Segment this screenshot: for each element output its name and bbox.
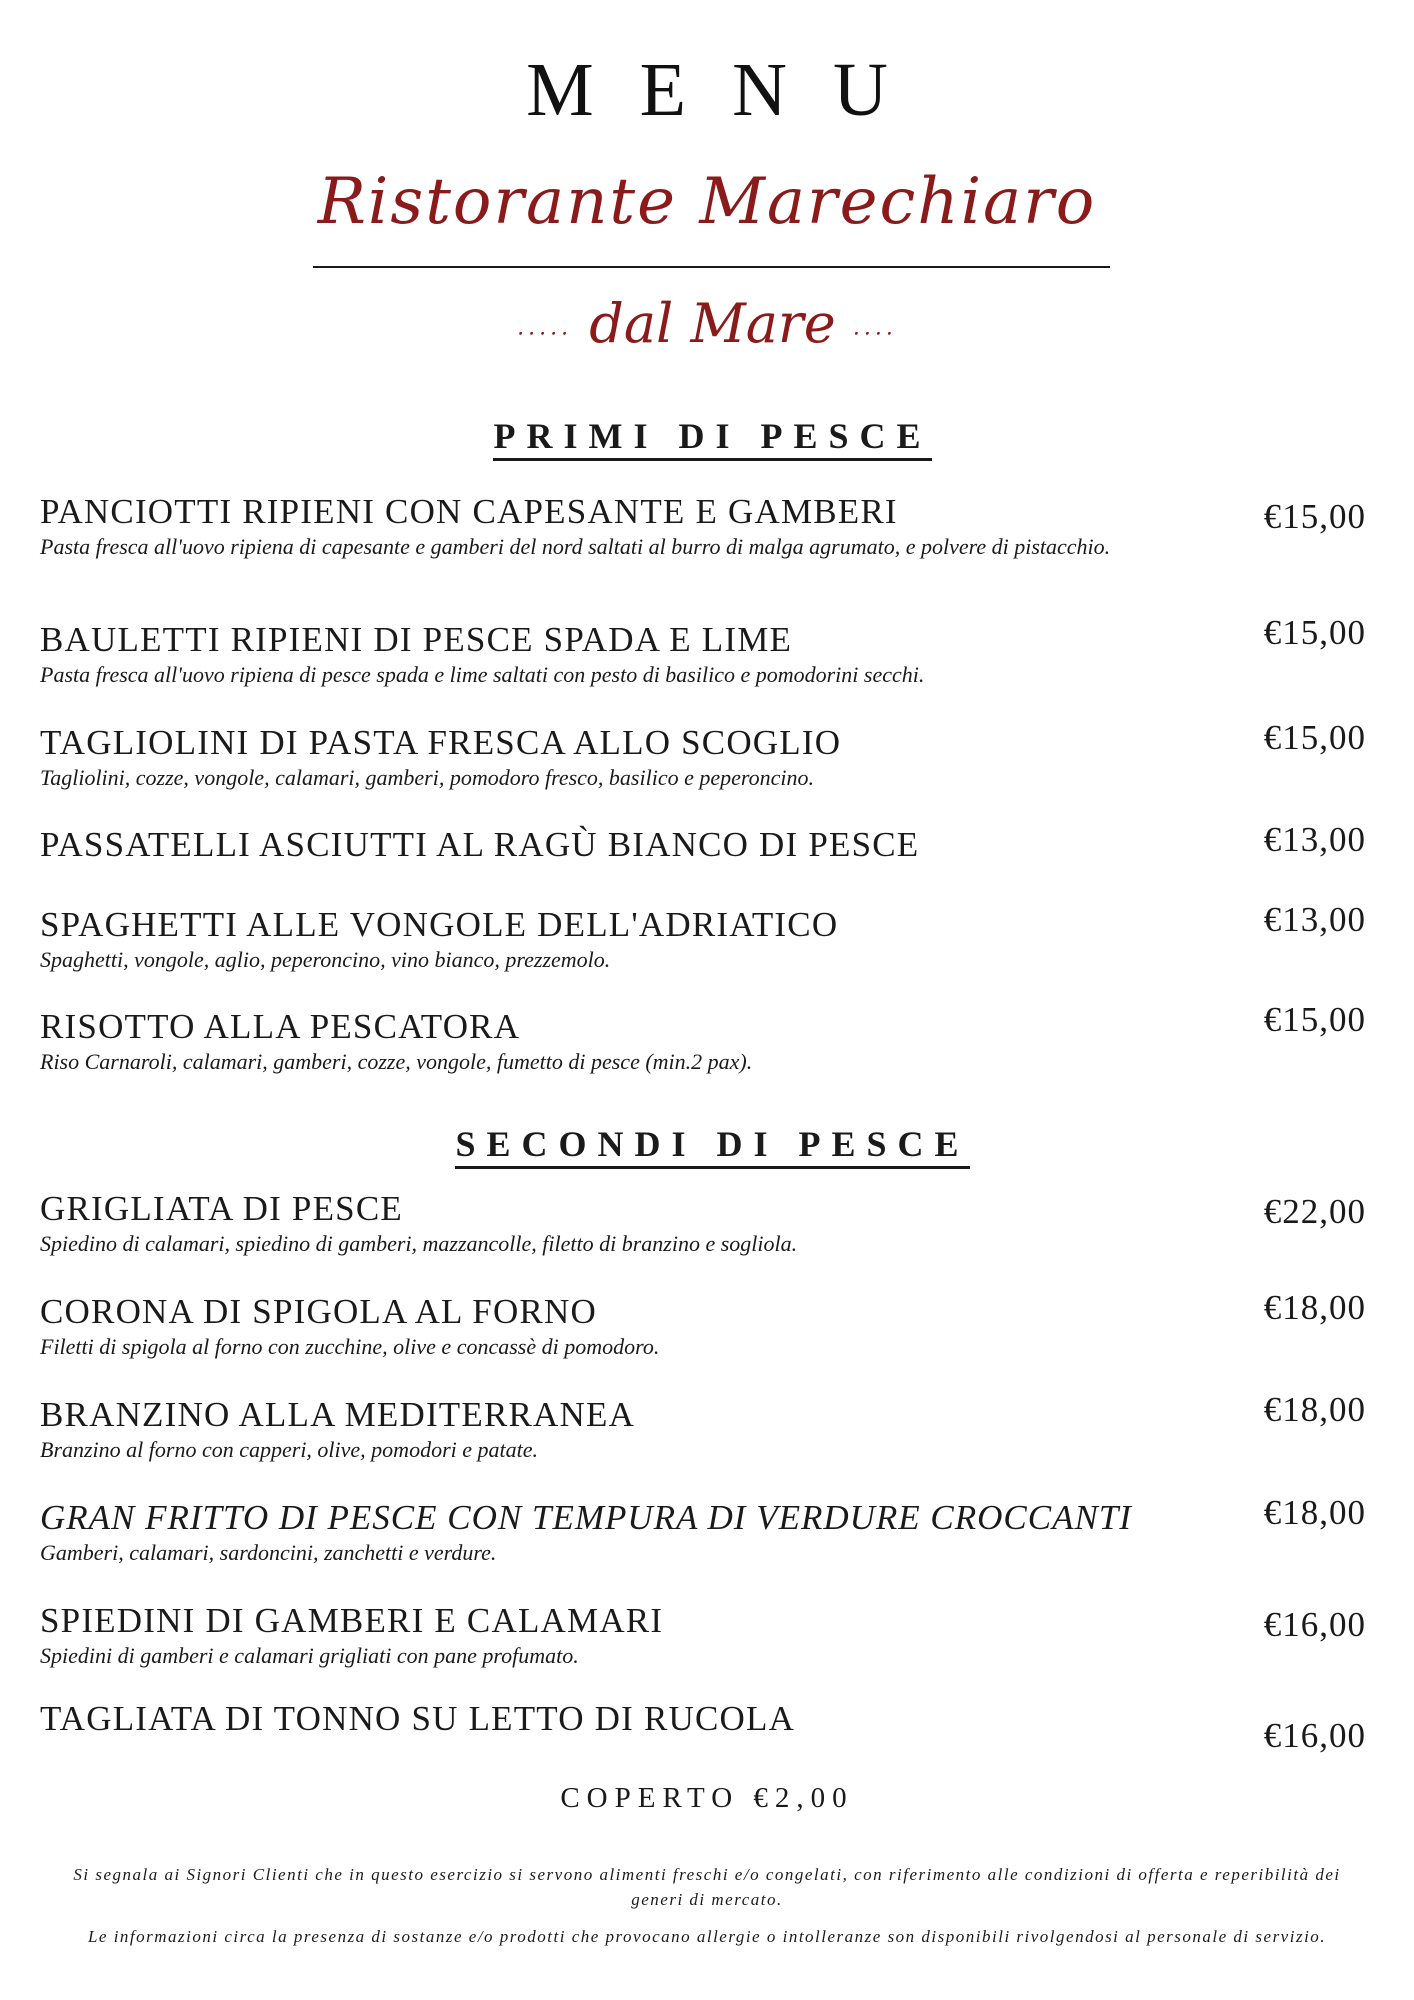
coperto-charge: COPERTO €2,00	[560, 1782, 854, 1814]
menu-item	[40, 826, 1190, 864]
dish-name: PANCIOTTI RIPIENI CON CAPESANTE E GAMBERI	[40, 492, 898, 531]
dish-description: Spiedino di calamari, spiedino di gamberi, mazzancolle, filetto di branzino e sogliola.	[40, 1231, 798, 1256]
menu-item	[40, 724, 1190, 791]
dish-description: Pasta fresca all'uovo ripiena di capesante e gamberi del nord saltati al burro di malga agrumato, e polvere di pistacchio.	[40, 534, 1111, 559]
dish-description: Gamberi, calamari, sardoncini, zanchetti e verdure.	[40, 1540, 497, 1565]
dish-price: €18,00	[1263, 1493, 1366, 1532]
dish-price: €18,00	[1263, 1288, 1366, 1327]
dish-price: €15,00	[1263, 718, 1366, 757]
footer-note-allergens: Le informazioni circa la presenza di sostanze e/o prodotti che provocano allergie o intolleranze son disponibili rivolgendosi al personale di servizio.	[87, 1927, 1327, 1946]
restaurant-name: Ristorante Marechiaro	[317, 165, 1097, 239]
section-heading-primi	[0, 418, 1414, 454]
dish-price: €18,00	[1263, 1390, 1366, 1429]
subtitle-text: dal Mare	[589, 292, 836, 355]
menu-item	[40, 1396, 1190, 1463]
dish-name: BAULETTI RIPIENI DI PESCE SPADA E LIME	[40, 620, 793, 659]
dish-name: BRANZINO ALLA MEDITERRANEA	[40, 1395, 636, 1434]
dish-description: Spaghetti, vongole, aglio, peperoncino, vino bianco, prezzemolo.	[40, 947, 611, 972]
menu-item	[40, 1499, 1190, 1566]
section-heading-primi-text: PRIMI DI PESCE	[493, 416, 931, 461]
dish-name: PASSATELLI ASCIUTTI AL RAGÙ BIANCO DI PESCE	[40, 825, 920, 864]
dish-name: GRAN FRITTO DI PESCE CON TEMPURA DI VERDURE CROCCANTI	[40, 1498, 1132, 1537]
menu-item	[40, 621, 1190, 688]
dish-description: Branzino al forno con capperi, olive, pomodori e patate.	[40, 1437, 538, 1462]
dish-name: GRIGLIATA DI PESCE	[40, 1189, 403, 1228]
dish-name: SPIEDINI DI GAMBERI E CALAMARI	[40, 1601, 664, 1640]
subtitle-dots-left: .....	[517, 315, 573, 341]
menu-item	[40, 1700, 1190, 1738]
dish-price: €16,00	[1263, 1716, 1366, 1755]
section-heading-secondi-text: SECONDI DI PESCE	[455, 1124, 969, 1169]
menu-item	[40, 1008, 1190, 1075]
menu-title: MENU	[526, 48, 934, 132]
subtitle	[0, 292, 1414, 355]
dish-name: TAGLIOLINI DI PASTA FRESCA ALLO SCOGLIO	[40, 723, 842, 762]
dish-price: €16,00	[1263, 1605, 1366, 1644]
dish-name: SPAGHETTI ALLE VONGOLE DELL'ADRIATICO	[40, 905, 839, 944]
subtitle-dots-right: ....	[852, 315, 897, 341]
dish-description: Pasta fresca all'uovo ripiena di pesce spada e lime saltati con pesto di basilico e pomodorini secchi.	[40, 662, 925, 687]
menu-item	[40, 906, 1190, 973]
dish-description: Tagliolini, cozze, vongole, calamari, gamberi, pomodoro fresco, basilico e peperoncino.	[40, 765, 814, 790]
dish-price: €15,00	[1263, 497, 1366, 536]
dish-description: Spiedini di gamberi e calamari grigliati con pane profumato.	[40, 1643, 579, 1668]
section-heading-secondi	[0, 1126, 1414, 1162]
dish-name: CORONA DI SPIGOLA AL FORNO	[40, 1292, 597, 1331]
dish-price: €15,00	[1263, 1000, 1366, 1039]
dish-price: €22,00	[1263, 1192, 1366, 1231]
menu-item	[40, 1293, 1190, 1360]
dish-description: Filetti di spigola al forno con zucchine, olive e concassè di pomodoro.	[40, 1334, 660, 1359]
dish-name: TAGLIATA DI TONNO SU LETTO DI RUCOLA	[40, 1699, 796, 1738]
dish-description: Riso Carnaroli, calamari, gamberi, cozze, vongole, fumetto di pesce (min.2 pax).	[40, 1049, 753, 1074]
menu-item	[40, 493, 1190, 560]
dish-price: €15,00	[1263, 613, 1366, 652]
menu-item	[40, 1190, 1190, 1257]
dish-name: RISOTTO ALLA PESCATORA	[40, 1007, 521, 1046]
header-divider	[313, 266, 1110, 268]
dish-price: €13,00	[1263, 900, 1366, 939]
menu-item	[40, 1602, 1190, 1669]
dish-price: €13,00	[1263, 820, 1366, 859]
footer-note-freshness: Si segnala ai Signori Clienti che in questo esercizio si servono alimenti freschi e/o congelati, con riferimento alle condizioni di offerta e reperibilità dei generi di mercato.	[73, 1865, 1341, 1909]
